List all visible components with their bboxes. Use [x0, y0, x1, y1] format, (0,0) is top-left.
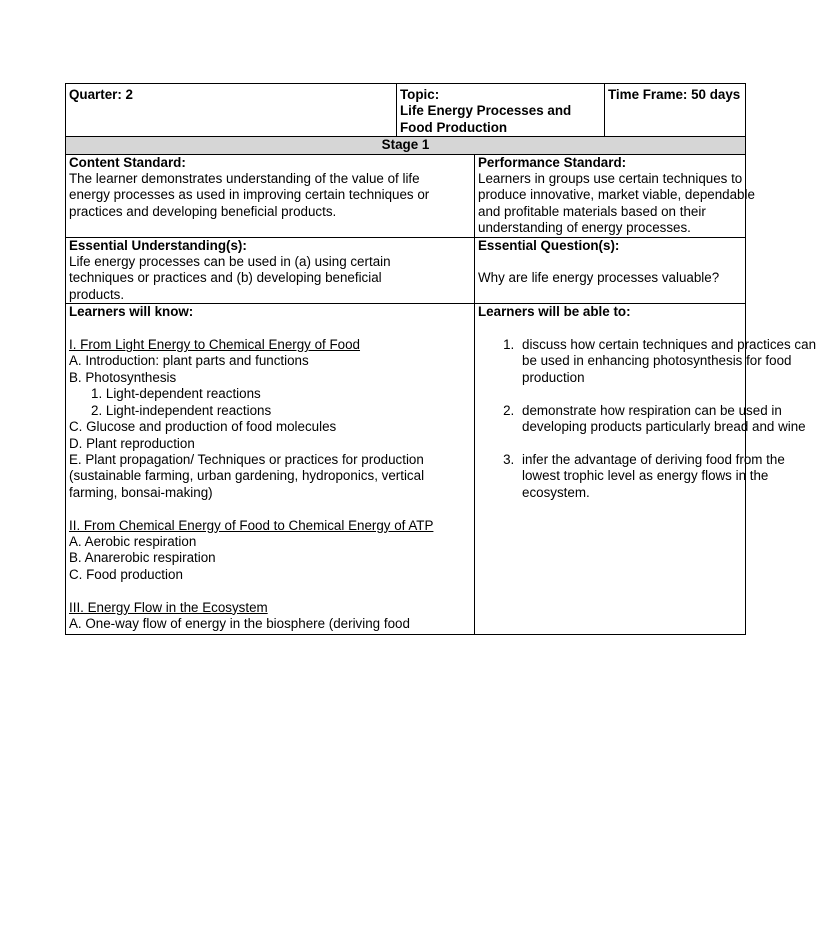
- learners-able-cell: [475, 304, 817, 635]
- section-1-title: I. From Light Energy to Chemical Energy of Food: [69, 337, 361, 353]
- section-1-item: C. Glucose and production of food molecules: [69, 419, 337, 435]
- section-1-subitem: 2. Light-independent reactions: [91, 402, 272, 418]
- section-2-item: A. Aerobic respiration: [69, 533, 197, 549]
- learners-able-label: Learners will be able to:: [478, 304, 631, 320]
- learners-know-label: Learners will know:: [69, 304, 194, 320]
- topic-cell: [397, 84, 605, 137]
- skill-item: 2. demonstrate how respiration can be used in developing products particularly bread and wine: [518, 403, 818, 436]
- learners-row: [66, 304, 746, 635]
- performance-standard-label: Performance Standard:: [478, 154, 627, 170]
- stage-label: Stage 1: [66, 137, 746, 154]
- section-1-item: D. Plant reproduction: [69, 435, 195, 451]
- time-frame-label: Time Frame: 50 days: [608, 87, 741, 102]
- content-standard-label: Content Standard:: [69, 154, 186, 170]
- header-row: [66, 84, 746, 137]
- performance-standard-text: Learners in groups use certain techniques to produce innovative, market viable, dependable and profitable materials based on their understanding of energy processes.: [478, 171, 755, 236]
- stage-row: [66, 137, 746, 154]
- section-1-subitem: 1. Light-dependent reactions: [91, 386, 261, 402]
- essential-understanding-label: Essential Understanding(s):: [69, 237, 247, 253]
- skill-item: 1. discuss how certain techniques and practices can be used in enhancing photosynthesis for food production: [518, 337, 818, 386]
- standards-row: [66, 154, 746, 237]
- section-1-item: B. Photosynthesis: [69, 369, 177, 385]
- understanding-row: [66, 237, 746, 304]
- essential-understanding-text: Life energy processes can be used in (a) using certain techniques or practices and (b) developing beneficial products.: [69, 254, 391, 302]
- section-2-item: C. Food production: [69, 566, 183, 582]
- skill-item: 3. infer the advantage of deriving food from the lowest trophic level as energy flows in the ecosystem.: [518, 452, 818, 501]
- section-1-item: A. Introduction: plant parts and functions: [69, 353, 309, 369]
- topic-label: Topic:: [400, 87, 440, 102]
- essential-question-label: Essential Question(s):: [478, 237, 620, 253]
- quarter-cell: Quarter: 2: [66, 84, 397, 137]
- skills-list: [478, 337, 818, 501]
- section-3-item: A. One-way flow of energy in the biosphere (deriving food: [69, 615, 410, 631]
- content-standard-text: The learner demonstrates understanding of the value of life energy processes as used in improving certain techniques or practices and developing beneficial products.: [69, 171, 430, 219]
- section-3-title: III. Energy Flow in the Ecosystem: [69, 599, 268, 615]
- essential-question-cell: [475, 237, 746, 304]
- learners-know-cell: [66, 304, 475, 635]
- curriculum-table: [65, 83, 817, 635]
- time-frame-cell: [605, 84, 746, 137]
- content-standard-cell: [66, 154, 475, 237]
- section-2-item: B. Anarerobic respiration: [69, 550, 216, 566]
- section-2-title: II. From Chemical Energy of Food to Chemical Energy of ATP: [69, 517, 434, 533]
- topic-value: Life Energy Processes and Food Production: [400, 103, 572, 135]
- essential-understanding-cell: [66, 237, 475, 304]
- essential-question-text: Why are life energy processes valuable?: [478, 270, 720, 286]
- section-1-item: E. Plant propagation/ Techniques or practices for production (sustainable farming, urban gardening, hydroponics, vertical farming, bonsai-making): [69, 451, 425, 500]
- performance-standard-cell: [475, 154, 755, 237]
